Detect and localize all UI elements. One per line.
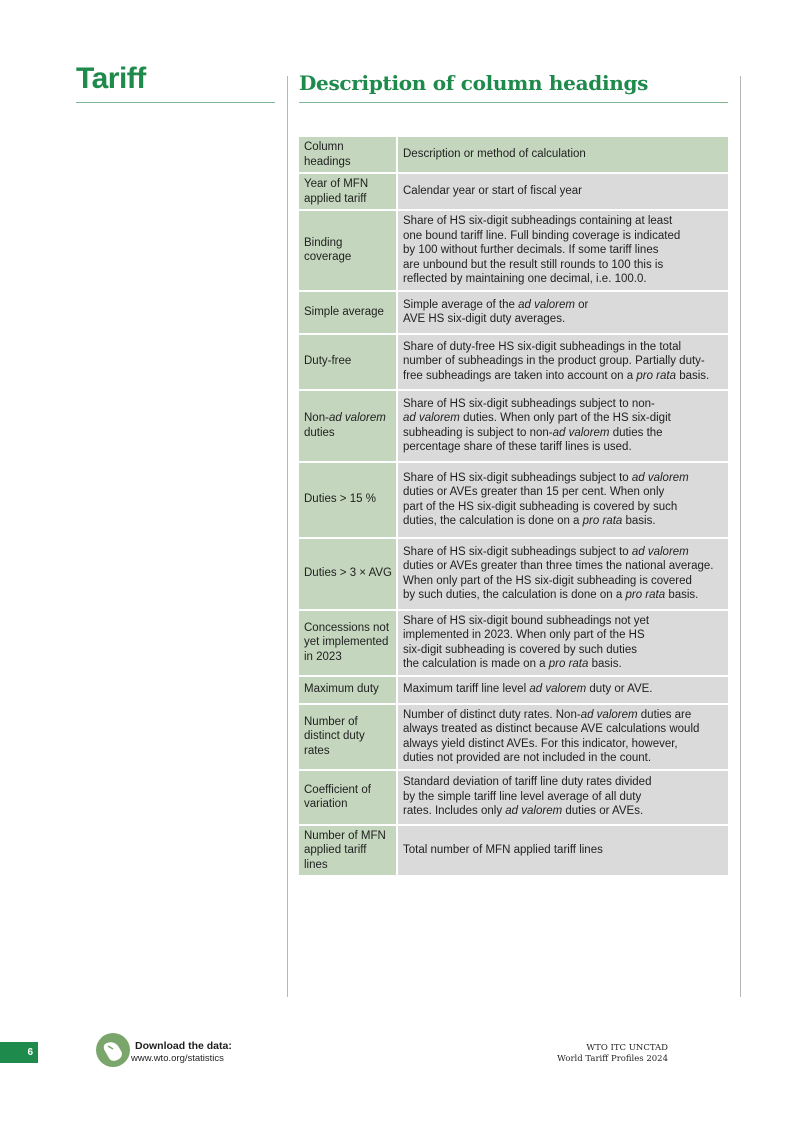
table-row xyxy=(299,704,728,770)
page-heading: Description of column headings xyxy=(299,71,649,95)
row-heading: Year of MFN applied tariff xyxy=(299,173,397,210)
row-description: Share of HS six-digit subheadings subject to ad valorem duties or AVEs greater than three times the national average. When only part of the HS six-digit subheading is covered by such duties, the calculation is done on a pro rata basis. xyxy=(397,538,728,610)
row-heading: Non-ad valorem duties xyxy=(299,390,397,462)
row-description: Standard deviation of tariff line duty rates divided by the simple tariff line level average of all duty rates. Includes only ad valorem duties or AVEs. xyxy=(397,770,728,825)
row-description: Share of HS six-digit subheadings subject to ad valorem duties or AVEs greater than 15 per cent. When only part of the HS six-digit subheading is covered by such duties, the calculation is done on a pro rata basis. xyxy=(397,462,728,538)
left-divider xyxy=(76,102,275,103)
table-row xyxy=(299,770,728,825)
table-row xyxy=(299,538,728,610)
left-column-rule xyxy=(287,76,288,997)
right-column-rule xyxy=(740,76,741,997)
row-heading: Duties > 3 × AVG xyxy=(299,538,397,610)
download-link[interactable]: www.wto.org/statistics xyxy=(131,1053,224,1064)
row-heading: Duty-free xyxy=(299,334,397,390)
row-heading: Maximum duty xyxy=(299,676,397,704)
column-headings-table xyxy=(299,137,728,877)
section-title: Tariff xyxy=(76,62,146,95)
row-description: Simple average of the ad valorem or AVE HS six-digit duty averages. xyxy=(397,291,728,334)
row-description: Share of duty-free HS six-digit subheadings in the total number of subheadings in the product group. Partially duty- free subheadings are taken into account on a pro rata basis. xyxy=(397,334,728,390)
table-row xyxy=(299,825,728,877)
table-row xyxy=(299,173,728,210)
table-row xyxy=(299,210,728,291)
row-heading: Coefficient of variation xyxy=(299,770,397,825)
footer-organizations: WTO ITC UNCTAD xyxy=(586,1043,668,1053)
table-header-row xyxy=(299,137,728,173)
table-row xyxy=(299,462,728,538)
row-heading: Number of distinct duty rates xyxy=(299,704,397,770)
table-row xyxy=(299,676,728,704)
row-description: Number of distinct duty rates. Non-ad valorem duties are always treated as distinct because AVE calculations would always yield distinct AVEs. For this indicator, however, duties not provided are not included in the count. xyxy=(397,704,728,770)
table-row xyxy=(299,610,728,676)
row-description: Share of HS six-digit subheadings subject to non- ad valorem duties. When only part of the HS six-digit subheading is subject to non-ad valorem duties the percentage share of these tariff lines is used. xyxy=(397,390,728,462)
row-description: Calendar year or start of fiscal year xyxy=(397,173,728,210)
header-col2: Description or method of calculation xyxy=(397,137,728,173)
table-row xyxy=(299,291,728,334)
footer-publication: World Tariff Profiles 2024 xyxy=(557,1054,668,1064)
row-description: Share of HS six-digit subheadings containing at least one bound tariff line. Full binding coverage is indicated by 100 without further decimals. If some tariff lines are unbound but the result still rounds to 100 this is reflected by maintaining one decimal, i.e. 100.0. xyxy=(397,210,728,291)
table-row xyxy=(299,390,728,462)
header-col1: Column headings xyxy=(299,137,397,173)
row-description: Maximum tariff line level ad valorem duty or AVE. xyxy=(397,676,728,704)
download-mouse-icon[interactable] xyxy=(96,1033,130,1067)
row-description: Total number of MFN applied tariff lines xyxy=(397,825,728,877)
row-description: Share of HS six-digit bound subheadings not yet implemented in 2023. When only part of the HS six-digit subheading is covered by such duties the calculation is made on a pro rata basis. xyxy=(397,610,728,676)
row-heading: Concessions not yet implemented in 2023 xyxy=(299,610,397,676)
table-row xyxy=(299,334,728,390)
row-heading: Number of MFN applied tariff lines xyxy=(299,825,397,877)
download-title: Download the data: xyxy=(135,1040,232,1052)
row-heading: Simple average xyxy=(299,291,397,334)
page-number: 6 xyxy=(0,1042,38,1063)
row-heading: Duties > 15 % xyxy=(299,462,397,538)
row-heading: Binding coverage xyxy=(299,210,397,291)
right-divider xyxy=(299,102,728,103)
